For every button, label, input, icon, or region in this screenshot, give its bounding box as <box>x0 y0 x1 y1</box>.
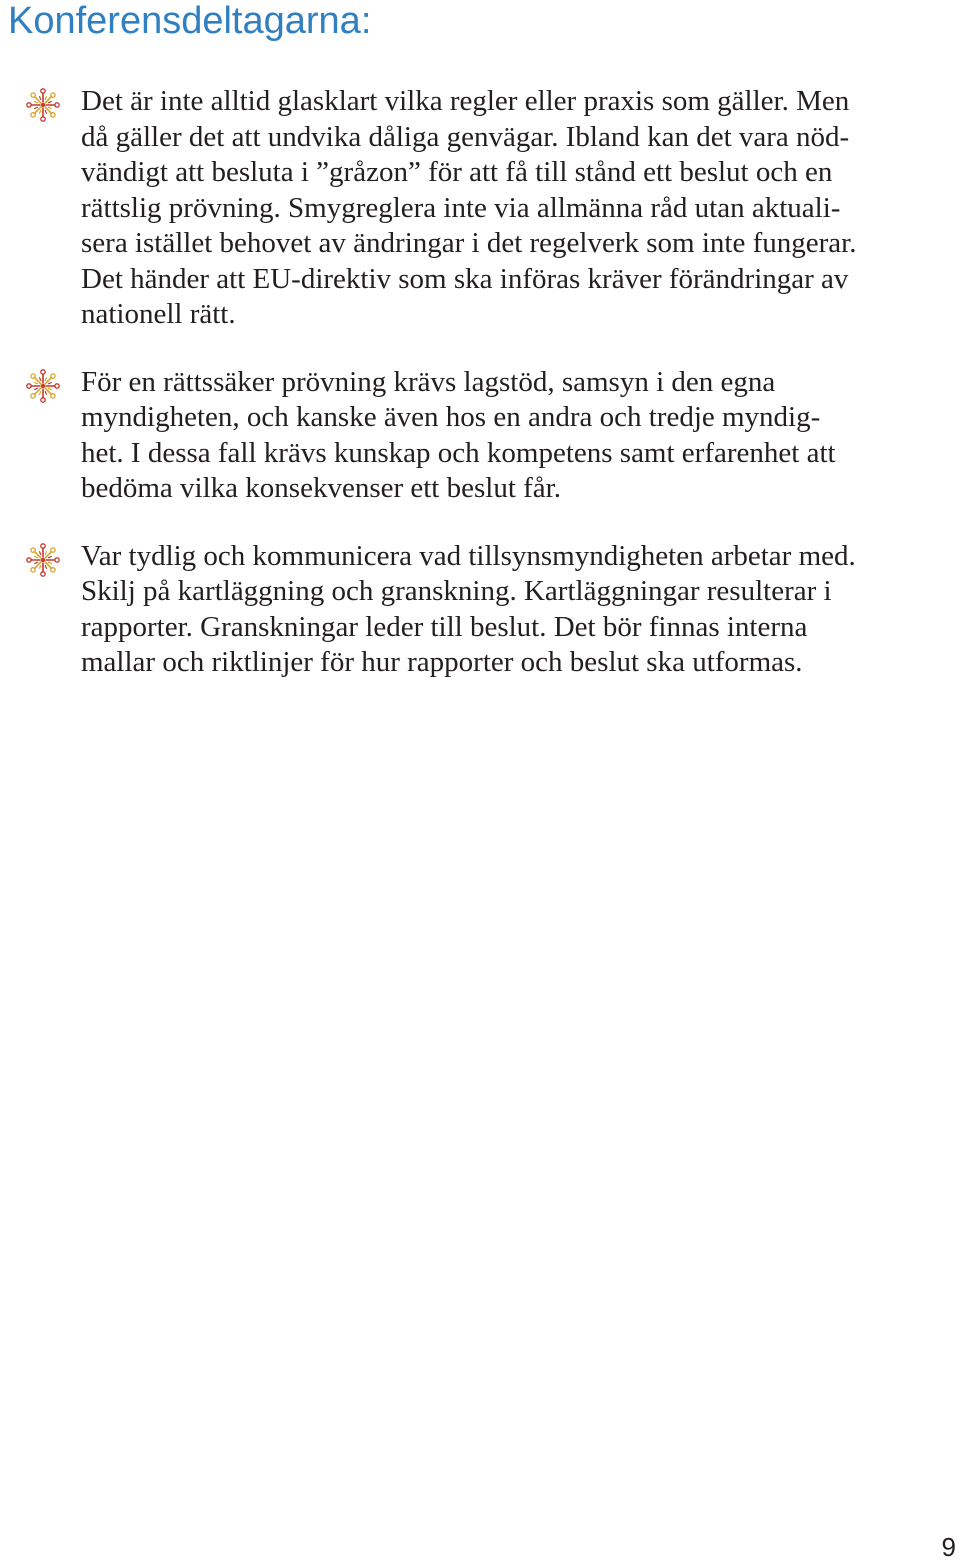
list-item <box>0 539 960 681</box>
bullet-text: För en rättssäker prövning krävs lagstöd, samsyn i den egna myndigheten, och kanske även hos en andra och tredje myndig- het. I dessa fall krävs kunskap och kompetens samt erfarenhet att bedöma vilka konsekvenser ett beslut får. <box>81 365 836 504</box>
list-item <box>0 365 960 507</box>
bullet-text: Var tydlig och kommunicera vad tillsynsmyndigheten arbetar med. Skilj på kartläggning och granskning. Kartläggningar resulterar i rapporter. Granskningar leder till beslut. Det bör finnas interna mallar och riktlinjer för hur rapporter och beslut ska utformas. <box>81 539 856 678</box>
sunburst-bullet-icon <box>26 369 60 403</box>
page-number: 9 <box>941 1532 956 1562</box>
sunburst-bullet-icon <box>26 88 60 122</box>
bullet-list <box>0 84 960 713</box>
page-title: Konferensdeltagarna: <box>8 0 372 42</box>
list-item <box>0 84 960 333</box>
sunburst-bullet-icon <box>26 543 60 577</box>
bullet-text: Det är inte alltid glasklart vilka regler eller praxis som gäller. Men då gäller det att undvika dåliga genvägar. Ibland kan det vara nöd- vändigt att besluta i ”gråzon” för att få till stånd ett beslut och en rättslig prövning. Smygreglera inte via allmänna råd utan aktuali- sera istället behovet av ändringar i det regelverk som inte fungerar. Det händer att EU-direktiv som ska införas kräver förändringar av nationell rätt. <box>81 85 857 330</box>
